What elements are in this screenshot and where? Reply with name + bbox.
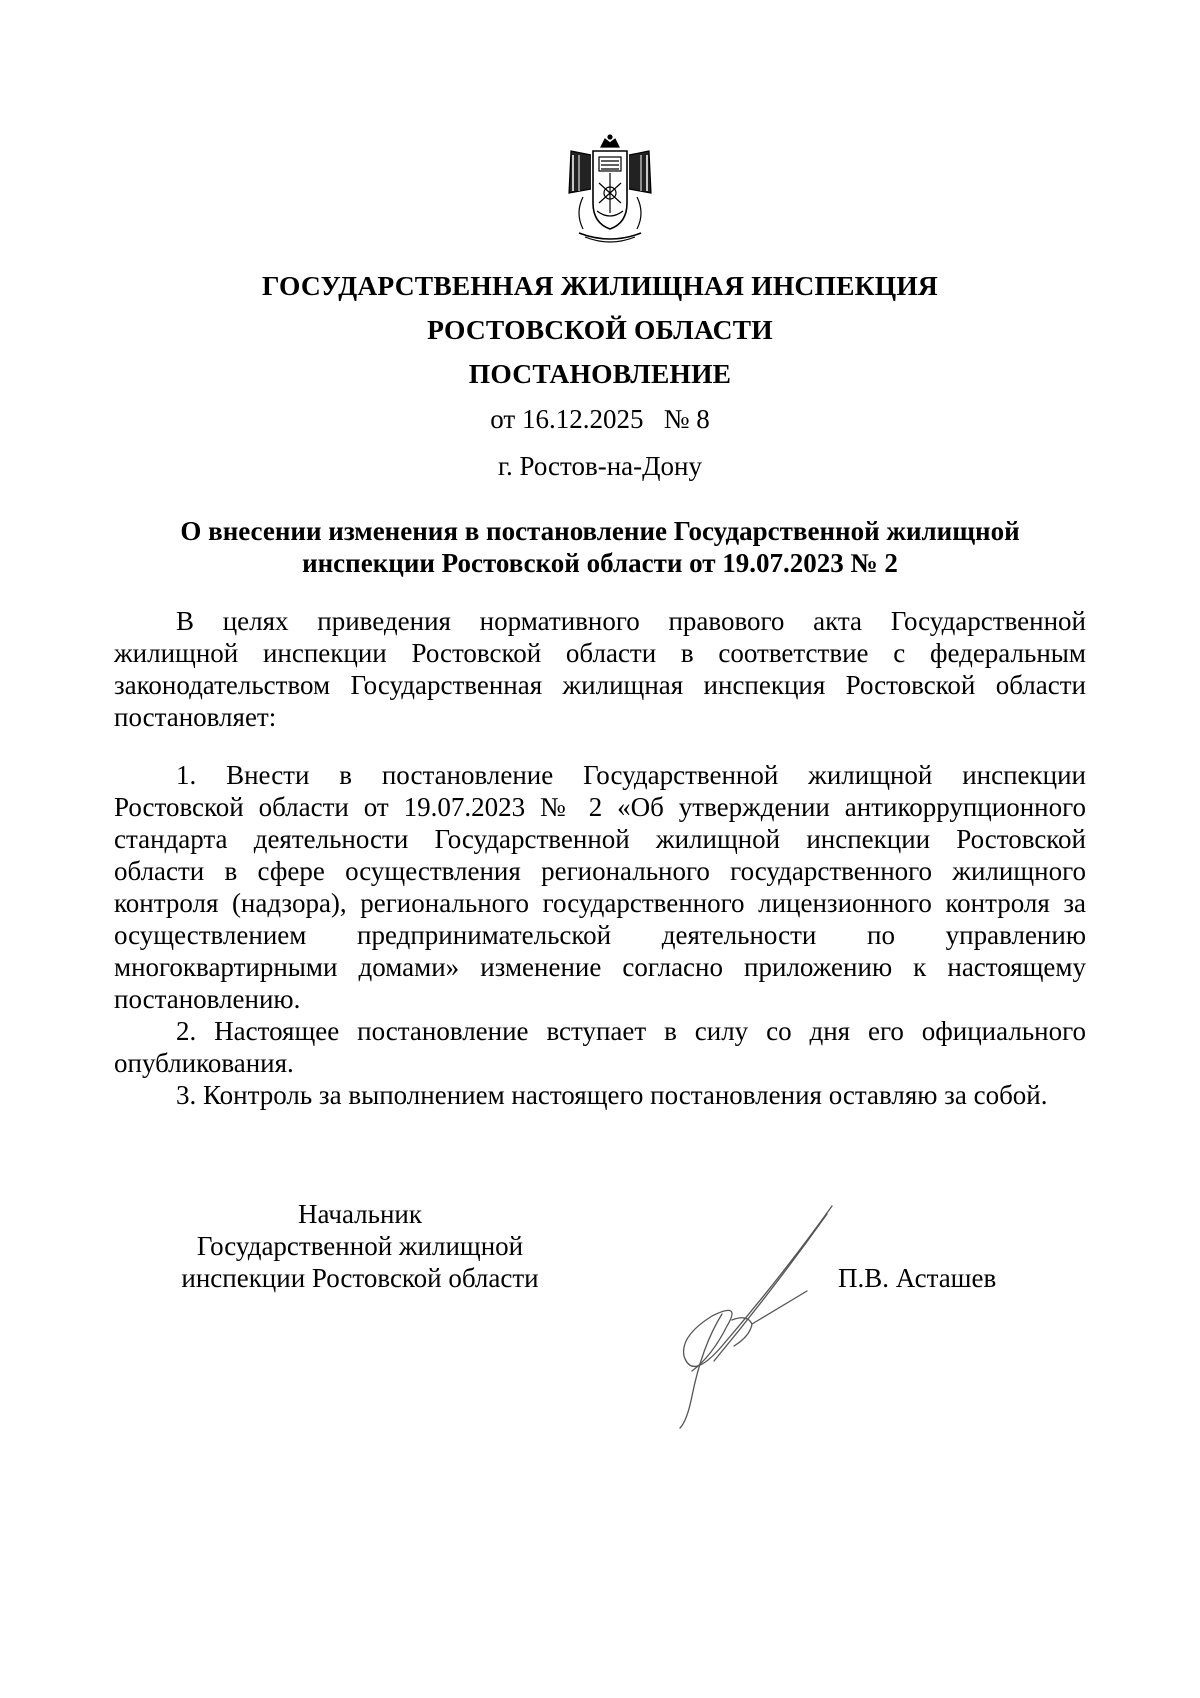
preamble-line: В целях приведения нормативного правового акта Государственной — [176, 606, 1086, 636]
signatory-position-line3: инспекции Ростовской области — [181, 1263, 539, 1293]
coat-of-arms-icon — [561, 133, 659, 247]
item1-line: области в сфере осуществления регионального государственного жилищного — [114, 856, 1086, 886]
item1-line: Ростовской области от 19.07.2023 № 2 «Об утверждении антикоррупционного — [114, 792, 1086, 822]
item1-line: 1. Внести в постановление Государственной жилищной инспекции — [176, 760, 1086, 790]
handwritten-signature-icon — [632, 1196, 852, 1436]
item1-line: многоквартирными домами» изменение согласно приложению к настоящему — [114, 952, 1086, 982]
preamble-line: жилищной инспекции Ростовской области в соответствие с федеральным — [114, 638, 1086, 668]
item1-line: стандарта деятельности Государственной жилищной инспекции Ростовской — [114, 824, 1086, 854]
signatory-name: П.В. Асташев — [838, 1263, 997, 1293]
preamble-line: законодательством Государственная жилищная инспекция Ростовской области — [114, 670, 1086, 700]
document-title-line2: инспекции Ростовской области от 19.07.2023 № 2 — [302, 548, 898, 578]
document-city: г. Ростов-на-Дону — [497, 451, 702, 481]
document-type: ПОСТАНОВЛЕНИЕ — [468, 358, 732, 389]
item2-line: 2. Настоящее постановление вступает в силу со дня его официального — [176, 1016, 1086, 1046]
signatory-position-line1: Начальник — [297, 1199, 422, 1229]
document-date-number: от 16.12.2025 № 8 — [490, 404, 710, 434]
agency-name-line1: ГОСУДАРСТВЕННАЯ ЖИЛИЩНАЯ ИНСПЕКЦИЯ — [261, 270, 938, 301]
item1-line: контроля (надзора), регионального государственного лицензионного контроля за — [114, 888, 1086, 918]
item3-line: 3. Контроль за выполнением настоящего постановления оставляю за собой. — [176, 1080, 1048, 1110]
preamble-line: постановляет: — [114, 702, 277, 732]
signatory-position-line2: Государственной жилищной — [196, 1231, 524, 1261]
item2-line: опубликования. — [114, 1048, 294, 1078]
agency-name-line2: РОСТОВСКОЙ ОБЛАСТИ — [427, 314, 773, 345]
item1-line: осуществлением предпринимательской деятельности по управлению — [114, 920, 1086, 950]
document-title-line1: О внесении изменения в постановление Государственной жилищной — [180, 516, 1020, 546]
item1-line: постановлению. — [114, 984, 301, 1014]
